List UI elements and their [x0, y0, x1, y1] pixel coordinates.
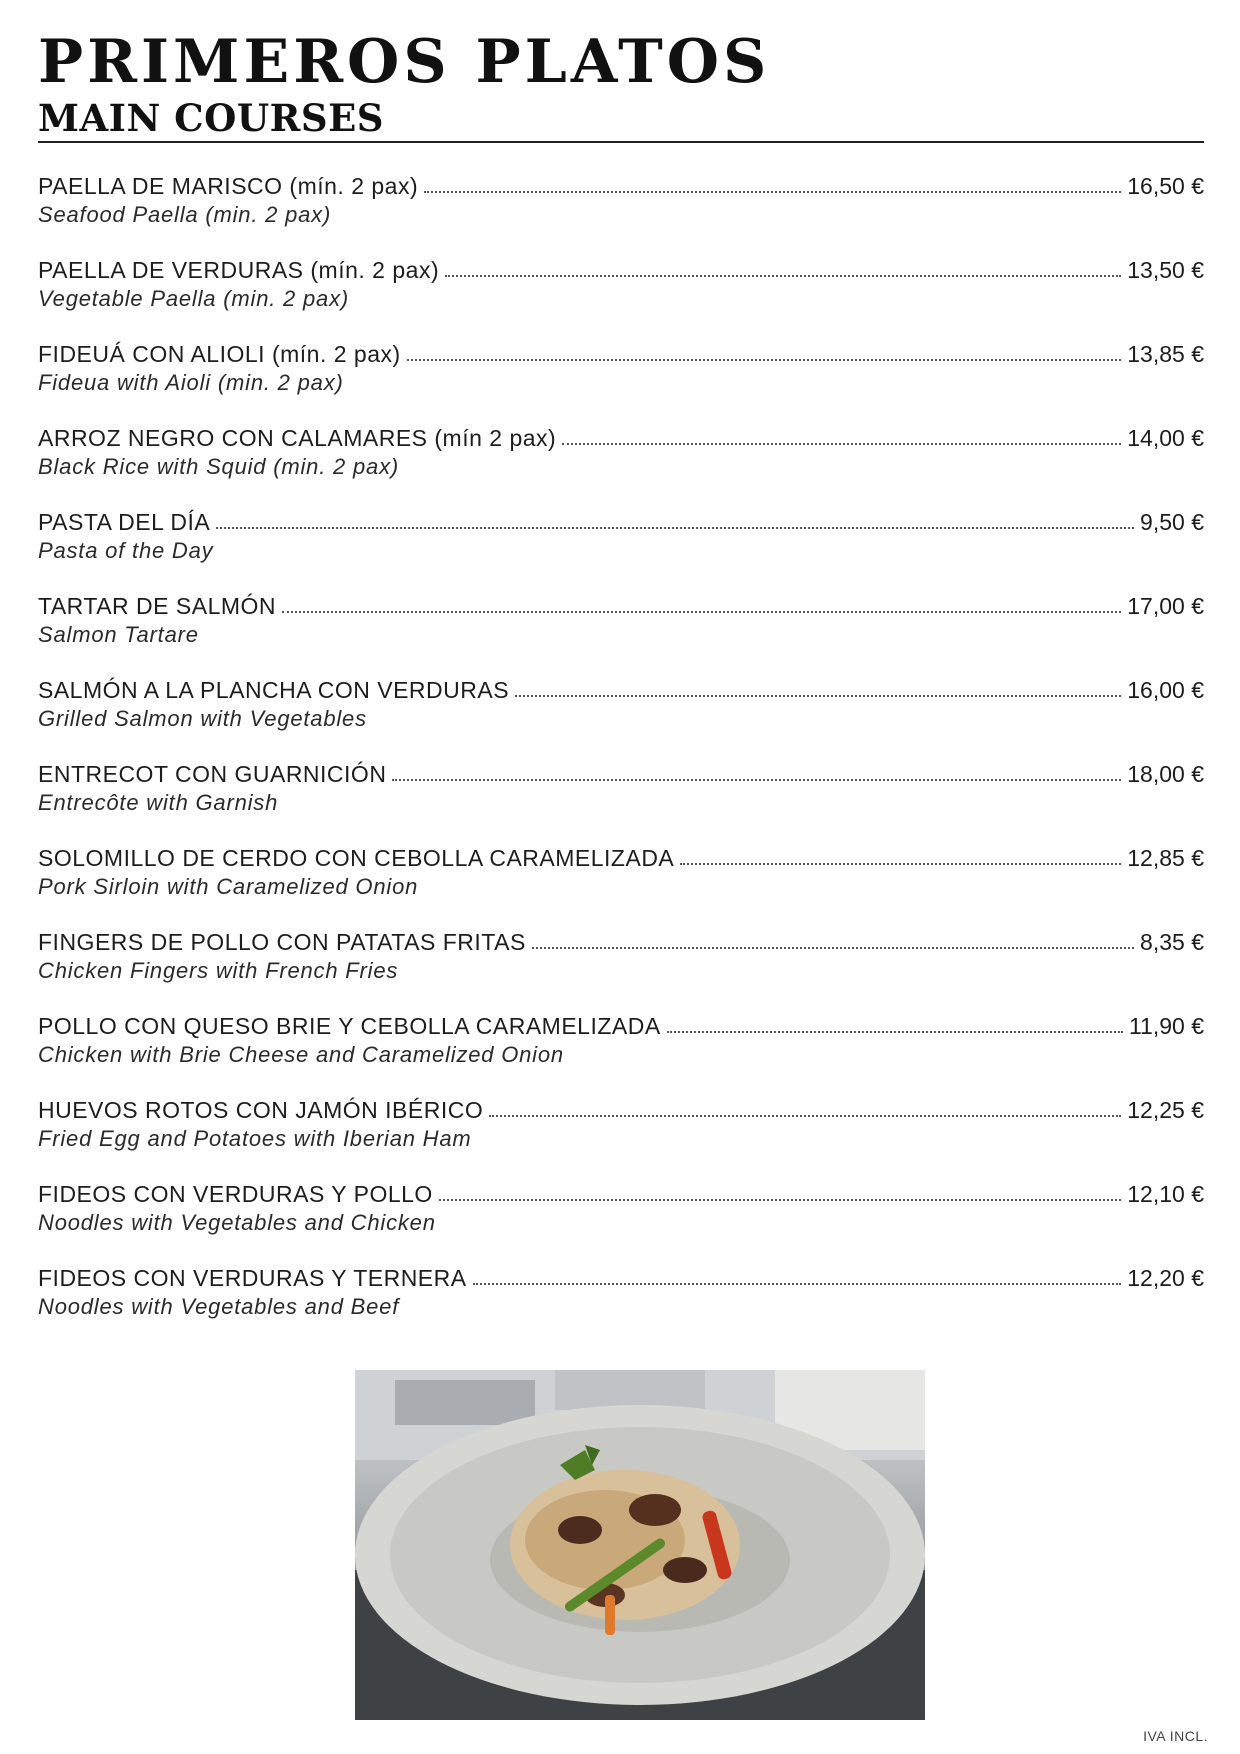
menu-item: [38, 842, 1204, 926]
item-price: 17,00 €: [1127, 593, 1204, 619]
page-title: PRIMEROS PLATOS: [38, 27, 771, 97]
item-price: 13,85 €: [1127, 341, 1204, 367]
item-name-en: Grilled Salmon with Vegetables: [38, 706, 367, 731]
item-price: 14,00 €: [1127, 425, 1204, 451]
dot-leader: [424, 191, 1121, 193]
menu-item: [38, 170, 1204, 254]
item-price: 12,20 €: [1127, 1265, 1204, 1291]
dot-leader: [282, 611, 1121, 613]
menu-item: [38, 506, 1204, 590]
menu-item: [38, 254, 1204, 338]
item-name-en: Noodles with Vegetables and Beef: [38, 1294, 400, 1319]
item-price: 12,10 €: [1127, 1181, 1204, 1207]
item-name-en: Pasta of the Day: [38, 538, 214, 563]
item-name-es: FIDEOS CON VERDURAS Y TERNERA: [38, 1265, 467, 1291]
item-price: 8,35 €: [1140, 929, 1204, 955]
dot-leader: [532, 947, 1134, 949]
item-name-es: ENTRECOT CON GUARNICIÓN: [38, 761, 387, 787]
item-name-es: POLLO CON QUESO BRIE Y CEBOLLA CARAMELIZADA: [38, 1013, 661, 1039]
menu-item: [38, 590, 1204, 674]
item-name-es: SALMÓN A LA PLANCHA CON VERDURAS: [38, 677, 510, 703]
item-name-es: FIDEOS CON VERDURAS Y POLLO: [38, 1181, 433, 1207]
menu-item: [38, 1094, 1204, 1178]
item-name-en: Pork Sirloin with Caramelized Onion: [38, 874, 419, 899]
page-subtitle: MAIN COURSES: [38, 96, 385, 140]
dot-leader: [562, 443, 1121, 445]
item-name-es: FIDEUÁ CON ALIOLI (mín. 2 pax): [38, 341, 401, 367]
dot-leader: [515, 695, 1121, 697]
menu-item: [38, 926, 1204, 1010]
dot-leader: [392, 779, 1121, 781]
item-price: 16,00 €: [1127, 677, 1204, 703]
item-name-en: Chicken with Brie Cheese and Caramelized Onion: [38, 1042, 564, 1067]
dot-leader: [489, 1115, 1121, 1117]
item-name-es: SOLOMILLO DE CERDO CON CEBOLLA CARAMELIZADA: [38, 845, 675, 871]
menu-item: [38, 758, 1204, 842]
title-divider: [38, 141, 1204, 143]
menu-item: [38, 422, 1204, 506]
item-price: 18,00 €: [1127, 761, 1204, 787]
item-name-en: Black Rice with Squid (min. 2 pax): [38, 454, 399, 479]
noodle-dish-photo: [355, 1370, 925, 1720]
item-name-es: PAELLA DE VERDURAS (mín. 2 pax): [38, 257, 440, 283]
item-name-es: HUEVOS ROTOS CON JAMÓN IBÉRICO: [38, 1097, 484, 1123]
dot-leader: [439, 1199, 1121, 1201]
item-price: 11,90 €: [1128, 1013, 1204, 1039]
item-name-es: ARROZ NEGRO CON CALAMARES (mín 2 pax): [38, 425, 557, 451]
item-name-en: Salmon Tartare: [38, 622, 199, 647]
item-price: 13,50 €: [1127, 257, 1204, 283]
dot-leader: [473, 1283, 1122, 1285]
dot-leader: [680, 863, 1121, 865]
dot-leader: [407, 359, 1122, 361]
item-name-en: Vegetable Paella (min. 2 pax): [38, 286, 349, 311]
menu-item: [38, 1178, 1204, 1262]
item-price: 12,25 €: [1127, 1097, 1204, 1123]
menu-item: [38, 338, 1204, 422]
dot-leader: [445, 275, 1121, 277]
menu-item: [38, 674, 1204, 758]
item-name-es: FINGERS DE POLLO CON PATATAS FRITAS: [38, 929, 526, 955]
menu-item: [38, 1262, 1204, 1346]
item-name-es: TARTAR DE SALMÓN: [38, 593, 277, 619]
item-price: 12,85 €: [1127, 845, 1204, 871]
tax-note: IVA INCL.: [1143, 1728, 1208, 1744]
item-name-en: Fried Egg and Potatoes with Iberian Ham: [38, 1126, 472, 1151]
dot-leader: [216, 527, 1134, 529]
menu-item: [38, 1010, 1204, 1094]
item-price: 16,50 €: [1127, 173, 1204, 199]
menu-list: [38, 170, 1204, 1346]
item-name-en: Chicken Fingers with French Fries: [38, 958, 399, 983]
item-name-es: PASTA DEL DÍA: [38, 509, 211, 535]
dish-illustration: [355, 1370, 925, 1720]
item-name-en: Entrecôte with Garnish: [38, 790, 279, 815]
item-name-en: Fideua with Aioli (min. 2 pax): [38, 370, 344, 395]
item-name-en: Seafood Paella (min. 2 pax): [38, 202, 332, 227]
menu-header: [38, 28, 1204, 140]
item-name-es: PAELLA DE MARISCO (mín. 2 pax): [38, 173, 419, 199]
dot-leader: [667, 1031, 1123, 1033]
item-name-en: Noodles with Vegetables and Chicken: [38, 1210, 436, 1235]
item-price: 9,50 €: [1140, 509, 1204, 535]
